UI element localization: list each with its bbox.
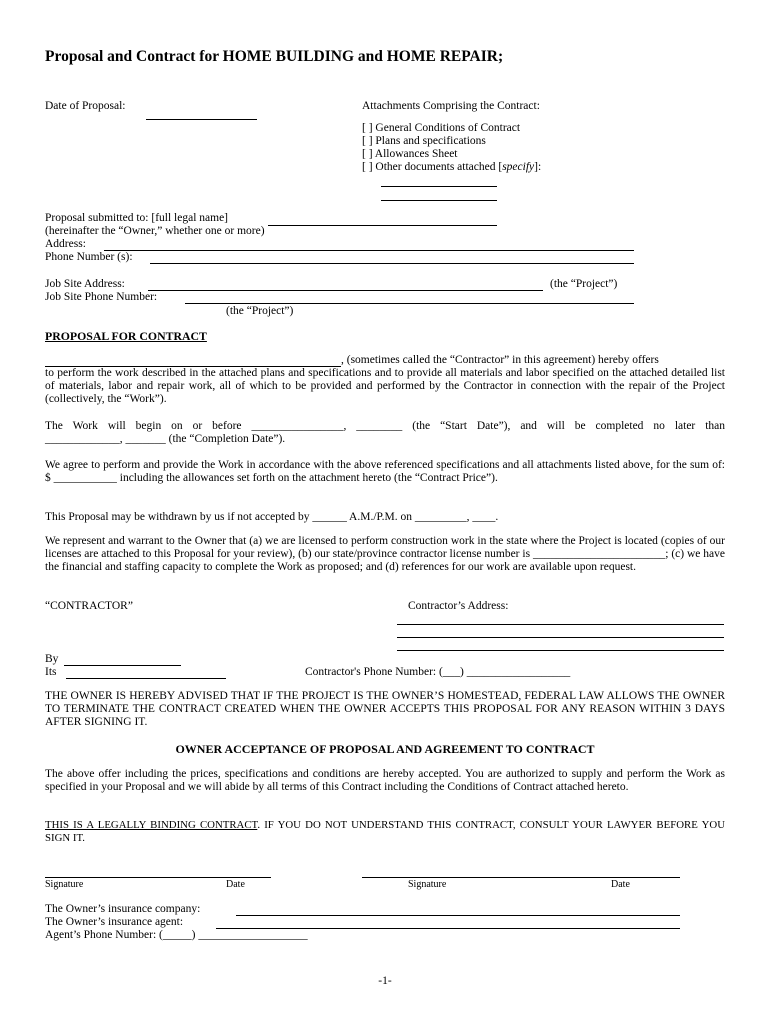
contractor-phone-label: Contractor's Phone Number: (___) __________________	[305, 666, 571, 678]
job-site-address-line[interactable]	[148, 290, 543, 291]
binding-notice	[45, 819, 725, 844]
signature-caption-2: Signature	[408, 879, 447, 890]
phone-line[interactable]	[150, 263, 634, 264]
project-tag-1: (the “Project”)	[550, 278, 618, 290]
insurance-company-line[interactable]	[236, 915, 680, 916]
its-line[interactable]	[66, 678, 226, 679]
by-line[interactable]	[64, 665, 181, 666]
document-title: Proposal and Contract for HOME BUILDING and HOME REPAIR;	[45, 48, 504, 65]
date-caption-1: Date	[226, 879, 245, 890]
insurance-company-label: The Owner’s insurance company:	[45, 903, 201, 915]
date-of-proposal-label: Date of Proposal:	[45, 100, 126, 112]
attachment-plans[interactable]: [ ] Plans and specifications	[362, 135, 486, 147]
para4-body: This Proposal may be withdrawn by us if not accepted by ______ A.M./P.M. on _________, ____.	[45, 511, 499, 523]
acceptance-paragraph: The above offer including the prices, specifications and conditions are hereby accepted. You are authorized to supply and perform the Work as specified in your Proposal and we will abide by all terms of this Contract including the Conditions of Contract attached hereto.	[45, 768, 725, 794]
attachment-other-suffix: ]:	[534, 161, 542, 173]
para2-line2: _____________, _______ (the “Completion Date”).	[45, 433, 286, 445]
other-doc-line-2[interactable]	[381, 200, 497, 201]
owner-signature-line-2[interactable]	[362, 877, 680, 878]
para2-line1: The Work will begin on or before ________________, ________ (the “Start Date”), and will be completed no later than	[45, 420, 725, 432]
job-site-address-label: Job Site Address:	[45, 278, 125, 290]
its-label: Its	[45, 666, 57, 678]
agent-phone-label: Agent’s Phone Number: (_____) ___________________	[45, 929, 308, 941]
page-number: -1-	[378, 975, 392, 987]
other-doc-line-1[interactable]	[381, 186, 497, 187]
date-caption-2: Date	[611, 879, 630, 890]
homestead-notice: THE OWNER IS HEREBY ADVISED THAT IF THE PROJECT IS THE OWNER’S HOMESTEAD, FEDERAL LAW ALLOWS THE OWNER TO TERMINATE THE CONTRACT CREATED WHEN THE OWNER ACCEPTS THIS PROPOSAL FOR ANY REASON WITHIN 3 DAYS AFTER SIGNING IT.	[45, 690, 725, 729]
attachment-other-prefix: [ ] Other documents attached [	[362, 161, 503, 173]
owner-signature-line-1[interactable]	[45, 877, 271, 878]
by-label: By	[45, 653, 59, 665]
para5-body: We represent and warrant to the Owner that (a) we are licensed to perform construction work in the state where the Project is located (copies of our licenses are attached to this Proposal for your review), (b) our state/province contractor license number is _______________________; (c) we have the financial and staffing capacity to complete the Work as proposed; and (d) references for our work are available upon request.	[45, 535, 725, 574]
attachment-other-specify: specify	[502, 161, 535, 173]
owner-name-line[interactable]	[268, 225, 497, 226]
contractor-address-label: Contractor’s Address:	[408, 600, 509, 612]
para3-body: We agree to perform and provide the Work in accordance with the above referenced specifications and all attachments listed above, for the sum of: $ ___________ including the allowances set forth on the attachment hereto (the “Contract Price”).	[45, 459, 725, 485]
attachments-heading: Attachments Comprising the Contract:	[362, 100, 540, 112]
binding-notice-underlined: THIS IS A LEGALLY BINDING CONTRACT	[45, 819, 258, 831]
signature-caption-1: Signature	[45, 879, 84, 890]
address-line[interactable]	[104, 250, 634, 251]
para1-line1: , (sometimes called the “Contractor” in this agreement) hereby offers	[341, 354, 659, 366]
attachment-general-conditions[interactable]: [ ] General Conditions of Contract	[362, 122, 521, 134]
job-site-phone-label: Job Site Phone Number:	[45, 291, 158, 303]
proposal-heading: PROPOSAL FOR CONTRACT	[45, 329, 207, 343]
job-site-phone-line[interactable]	[185, 303, 634, 304]
contractor-label: “CONTRACTOR”	[45, 600, 133, 612]
contractor-address-line-3[interactable]	[397, 650, 724, 651]
address-label: Address:	[45, 238, 86, 250]
attachment-allowances[interactable]: [ ] Allowances Sheet	[362, 148, 458, 160]
owner-definition: (hereinafter the “Owner,” whether one or more)	[45, 225, 265, 237]
project-tag-2: (the “Project”)	[226, 305, 294, 317]
contractor-address-line-2[interactable]	[397, 637, 724, 638]
binding-notice-rest: . IF YOU DO NOT UNDERSTAND THIS CONTRACT, CONSULT YOUR LAWYER BEFORE YOU SIGN IT.	[45, 819, 725, 844]
date-of-proposal-line[interactable]	[146, 119, 257, 120]
submitted-to-label: Proposal submitted to: [full legal name]	[45, 212, 229, 224]
insurance-agent-label: The Owner’s insurance agent:	[45, 916, 184, 928]
acceptance-heading: OWNER ACCEPTANCE OF PROPOSAL AND AGREEMENT TO CONTRACT	[175, 742, 595, 756]
attachment-other[interactable]	[362, 161, 541, 174]
para1-body: to perform the work described in the attached plans and specifications and to provide all materials and labor specified on the attached detailed list of materials, labor and repair work, all of which to be provided and performed by the Contractor in connection with the repair of the Project (collectively, the “Work”).	[45, 367, 725, 406]
contractor-address-line-1[interactable]	[397, 624, 724, 625]
phone-label: Phone Number (s):	[45, 251, 133, 263]
